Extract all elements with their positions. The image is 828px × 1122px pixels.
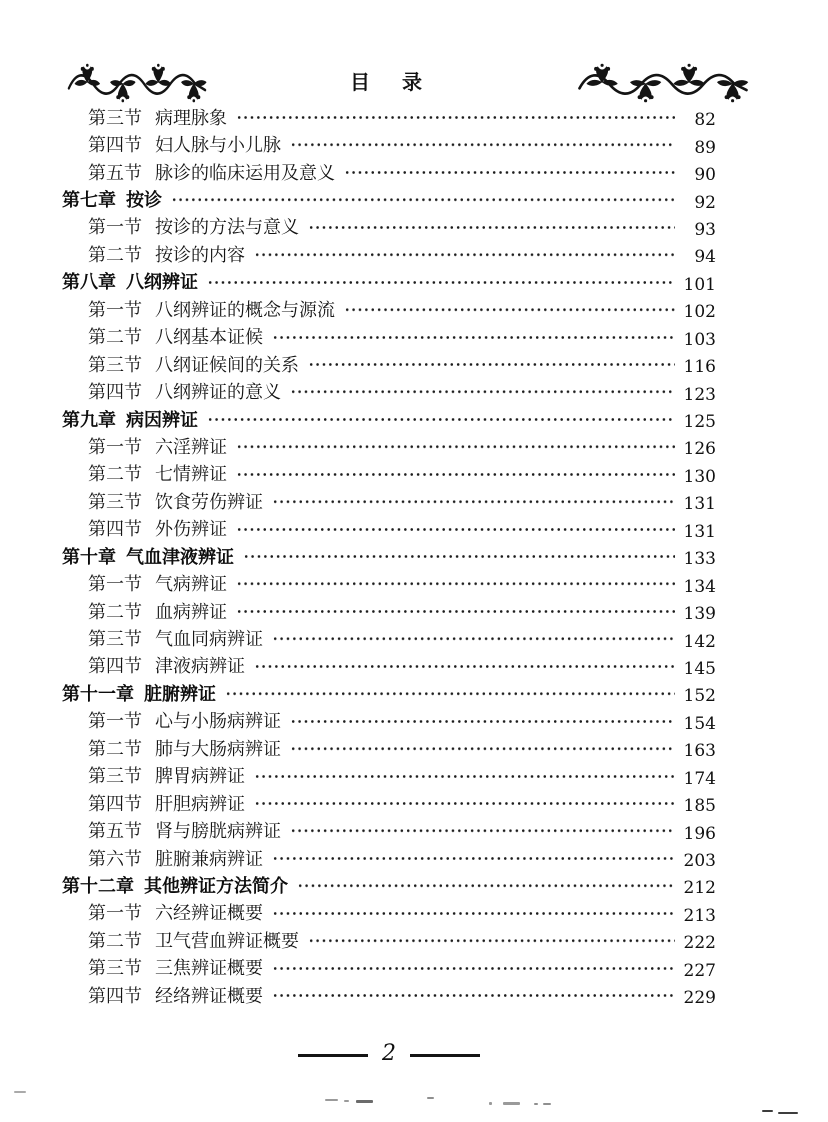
toc-entry <box>62 653 716 680</box>
toc-entry-page: 229 <box>683 988 716 1009</box>
toc-entry-title: 按诊的内容 <box>155 244 245 265</box>
scan-artifact <box>503 1102 520 1105</box>
dotted-leader <box>171 186 675 213</box>
dotted-leader <box>254 790 675 817</box>
toc-entry-title: 六淫辨证 <box>155 436 227 457</box>
page-title: 目 录 <box>350 72 428 94</box>
toc-entry-title: 病因辨证 <box>126 409 198 430</box>
dotted-leader <box>344 159 675 186</box>
toc-entry-title: 七情辨证 <box>155 464 227 485</box>
toc-entry-page: 126 <box>683 439 716 460</box>
toc-entry <box>62 406 716 433</box>
scan-artifact <box>14 1091 26 1093</box>
dotted-leader <box>297 872 675 899</box>
floral-ornament-right <box>576 60 750 106</box>
toc-entry-page: 134 <box>683 576 716 597</box>
toc-entry-title: 气血津液辨证 <box>126 546 234 567</box>
scan-artifact <box>534 1103 538 1105</box>
dotted-leader <box>272 488 675 515</box>
toc-entry-page: 185 <box>683 796 716 817</box>
toc-entry <box>62 159 716 186</box>
toc-entry <box>62 214 716 241</box>
toc-entry-title: 气血同病辨证 <box>155 629 263 650</box>
toc-entry-label: 第三节 <box>88 629 142 650</box>
toc-entry-label: 第四节 <box>88 793 142 814</box>
toc-entry-label: 第一节 <box>88 299 142 320</box>
dotted-leader <box>272 324 675 351</box>
dotted-leader <box>344 296 675 323</box>
toc-entry-page: 131 <box>683 494 716 515</box>
toc-entry-label: 第十二章 <box>62 875 134 896</box>
toc-entry-label: 第五节 <box>88 821 142 842</box>
dotted-leader <box>308 927 675 954</box>
dotted-leader <box>290 708 675 735</box>
toc-entry-label: 第三节 <box>88 766 142 787</box>
toc-entry-page: 92 <box>694 192 716 213</box>
toc-entry-title: 饮食劳伤辨证 <box>155 491 263 512</box>
scan-artifact <box>543 1103 551 1105</box>
toc-entry <box>62 845 716 872</box>
toc-entry-label: 第二节 <box>88 464 142 485</box>
dotted-leader <box>272 955 675 982</box>
scan-artifact <box>344 1100 349 1102</box>
toc-entry-page: 222 <box>683 933 716 954</box>
toc-entry-title: 津液病辨证 <box>155 656 245 677</box>
toc-entry-title: 血病辨证 <box>155 601 227 622</box>
toc-entry <box>62 433 716 460</box>
toc-entry-page: 213 <box>683 905 716 926</box>
toc-entry-label: 第一节 <box>88 574 142 595</box>
toc-entry <box>62 570 716 597</box>
toc-entry-label: 第十一章 <box>62 683 134 704</box>
toc-entry <box>62 131 716 158</box>
toc-entry <box>62 735 716 762</box>
toc-entry-label: 第二节 <box>88 327 142 348</box>
scan-artifact <box>762 1110 773 1112</box>
toc-entry-label: 第二节 <box>88 601 142 622</box>
toc-entry-label: 第四节 <box>88 135 142 156</box>
dotted-leader <box>236 598 675 625</box>
toc-entry-label: 第二节 <box>88 930 142 951</box>
toc-entry <box>62 900 716 927</box>
toc-entry <box>62 378 716 405</box>
toc-entry-label: 第九章 <box>62 409 116 430</box>
toc-entry-page: 203 <box>683 851 716 872</box>
toc-entry-title: 妇人脉与小儿脉 <box>155 135 281 156</box>
page-header <box>0 56 828 108</box>
toc-entry-page: 130 <box>683 466 716 487</box>
toc-entry-page: 103 <box>683 329 716 350</box>
toc-entry <box>62 955 716 982</box>
toc-entry <box>62 351 716 378</box>
toc-entry <box>62 296 716 323</box>
toc-entry-page: 227 <box>683 960 716 981</box>
toc-entry-label: 第二节 <box>88 738 142 759</box>
toc-entry-page: 89 <box>694 137 716 158</box>
dotted-leader <box>236 104 675 131</box>
toc-entry <box>62 543 716 570</box>
toc-entry-label: 第七章 <box>62 190 116 211</box>
scan-artifact <box>325 1099 338 1101</box>
toc-entry <box>62 241 716 268</box>
toc-entry-title: 按诊 <box>126 190 162 211</box>
dotted-leader <box>254 763 675 790</box>
dotted-leader <box>290 378 675 405</box>
toc-entry <box>62 927 716 954</box>
toc-entry-page: 145 <box>683 658 716 679</box>
toc-entry-label: 第一节 <box>88 436 142 457</box>
toc-entry <box>62 598 716 625</box>
dotted-leader <box>272 845 675 872</box>
toc-entry <box>62 708 716 735</box>
toc-entry-title: 八纲辨证 <box>126 272 198 293</box>
toc-entry <box>62 872 716 899</box>
toc-entry-page: 102 <box>683 302 716 323</box>
toc-entry-page: 152 <box>683 686 716 707</box>
toc-entry-title: 经络辨证概要 <box>155 985 263 1006</box>
toc-entry-page: 90 <box>694 165 716 186</box>
toc-entry-title: 三焦辨证概要 <box>155 958 263 979</box>
toc-entry <box>62 186 716 213</box>
toc-entry <box>62 269 716 296</box>
dotted-leader <box>243 543 675 570</box>
toc-entry <box>62 817 716 844</box>
toc-entry <box>62 790 716 817</box>
toc-entry-page: 154 <box>683 713 716 734</box>
toc-entry-title: 六经辨证概要 <box>155 903 263 924</box>
toc-entry-label: 第六节 <box>88 848 142 869</box>
toc-entry <box>62 488 716 515</box>
dotted-leader <box>236 516 675 543</box>
dotted-leader <box>272 900 675 927</box>
toc-entry-label: 第十章 <box>62 546 116 567</box>
dotted-leader <box>236 433 675 460</box>
toc-entry-label: 第一节 <box>88 711 142 732</box>
toc-entry-title: 肺与大肠病辨证 <box>155 738 281 759</box>
toc-entry-title: 外伤辨证 <box>155 519 227 540</box>
dotted-leader <box>308 214 675 241</box>
toc-entry <box>62 982 716 1009</box>
folio-page-number: 2 <box>382 1040 396 1066</box>
toc-entry-page: 131 <box>683 521 716 542</box>
toc-entry-page: 174 <box>683 768 716 789</box>
toc-entry-page: 196 <box>683 823 716 844</box>
toc-entry-label: 第三节 <box>88 491 142 512</box>
toc-entry <box>62 763 716 790</box>
toc-entry-label: 第三节 <box>88 958 142 979</box>
scan-artifact <box>489 1102 492 1105</box>
dotted-leader <box>236 570 675 597</box>
toc-entry-page: 93 <box>694 219 716 240</box>
toc-entry-title: 八纲基本证候 <box>155 327 263 348</box>
toc-list <box>62 104 716 1009</box>
toc-entry <box>62 104 716 131</box>
dotted-leader <box>272 625 675 652</box>
toc-entry-label: 第二节 <box>88 244 142 265</box>
toc-entry-page: 133 <box>683 549 716 570</box>
toc-entry-title: 脏腑兼病辨证 <box>155 848 263 869</box>
toc-entry <box>62 625 716 652</box>
toc-entry-title: 气病辨证 <box>155 574 227 595</box>
page-footer <box>0 1038 778 1072</box>
toc-entry-label: 第八章 <box>62 272 116 293</box>
toc-entry-title: 脾胃病辨证 <box>155 766 245 787</box>
toc-entry-title: 病理脉象 <box>155 107 227 128</box>
toc-entry-page: 101 <box>683 274 716 295</box>
toc-entry-title: 脉诊的临床运用及意义 <box>155 162 335 183</box>
toc-entry-page: 142 <box>683 631 716 652</box>
dotted-leader <box>254 653 675 680</box>
toc-entry-title: 肝胆病辨证 <box>155 793 245 814</box>
toc-entry-page: 123 <box>683 384 716 405</box>
toc-entry-label: 第五节 <box>88 162 142 183</box>
toc-entry-label: 第四节 <box>88 519 142 540</box>
folio-dash-right <box>410 1054 480 1057</box>
toc-entry-page: 82 <box>694 110 716 131</box>
toc-entry-title: 脏腑辨证 <box>144 683 216 704</box>
dotted-leader <box>290 735 675 762</box>
toc-entry <box>62 461 716 488</box>
toc-entry-label: 第四节 <box>88 656 142 677</box>
dotted-leader <box>254 241 675 268</box>
scan-artifact <box>427 1097 434 1099</box>
folio-dash-left <box>298 1054 368 1057</box>
toc-entry-page: 139 <box>683 604 716 625</box>
toc-entry-page: 212 <box>683 878 716 899</box>
dotted-leader <box>207 269 675 296</box>
dotted-leader <box>236 461 675 488</box>
toc-entry-title: 按诊的方法与意义 <box>155 217 299 238</box>
toc-entry-label: 第三节 <box>88 107 142 128</box>
dotted-leader <box>290 131 675 158</box>
toc-entry <box>62 680 716 707</box>
toc-entry-title: 八纲证候间的关系 <box>155 354 299 375</box>
toc-entry-page: 125 <box>683 412 716 433</box>
toc-entry-title: 其他辨证方法简介 <box>144 875 288 896</box>
toc-entry-label: 第一节 <box>88 217 142 238</box>
toc-entry-title: 卫气营血辨证概要 <box>155 930 299 951</box>
toc-entry-title: 八纲辨证的概念与源流 <box>155 299 335 320</box>
toc-entry-title: 八纲辨证的意义 <box>155 382 281 403</box>
toc-entry-label: 第一节 <box>88 903 142 924</box>
toc-entry-page: 163 <box>683 741 716 762</box>
toc-entry-title: 肾与膀胱病辨证 <box>155 821 281 842</box>
dotted-leader <box>207 406 675 433</box>
toc-entry <box>62 516 716 543</box>
dotted-leader <box>225 680 675 707</box>
toc-entry <box>62 324 716 351</box>
dotted-leader <box>290 817 675 844</box>
scan-artifact <box>356 1100 373 1103</box>
toc-entry-page: 116 <box>683 357 716 378</box>
dotted-leader <box>272 982 675 1009</box>
toc-entry-label: 第四节 <box>88 985 142 1006</box>
scan-artifact <box>778 1112 798 1114</box>
toc-entry-page: 94 <box>694 247 716 268</box>
toc-entry-label: 第三节 <box>88 354 142 375</box>
toc-entry-title: 心与小肠病辨证 <box>155 711 281 732</box>
dotted-leader <box>308 351 675 378</box>
toc-entry-label: 第四节 <box>88 382 142 403</box>
